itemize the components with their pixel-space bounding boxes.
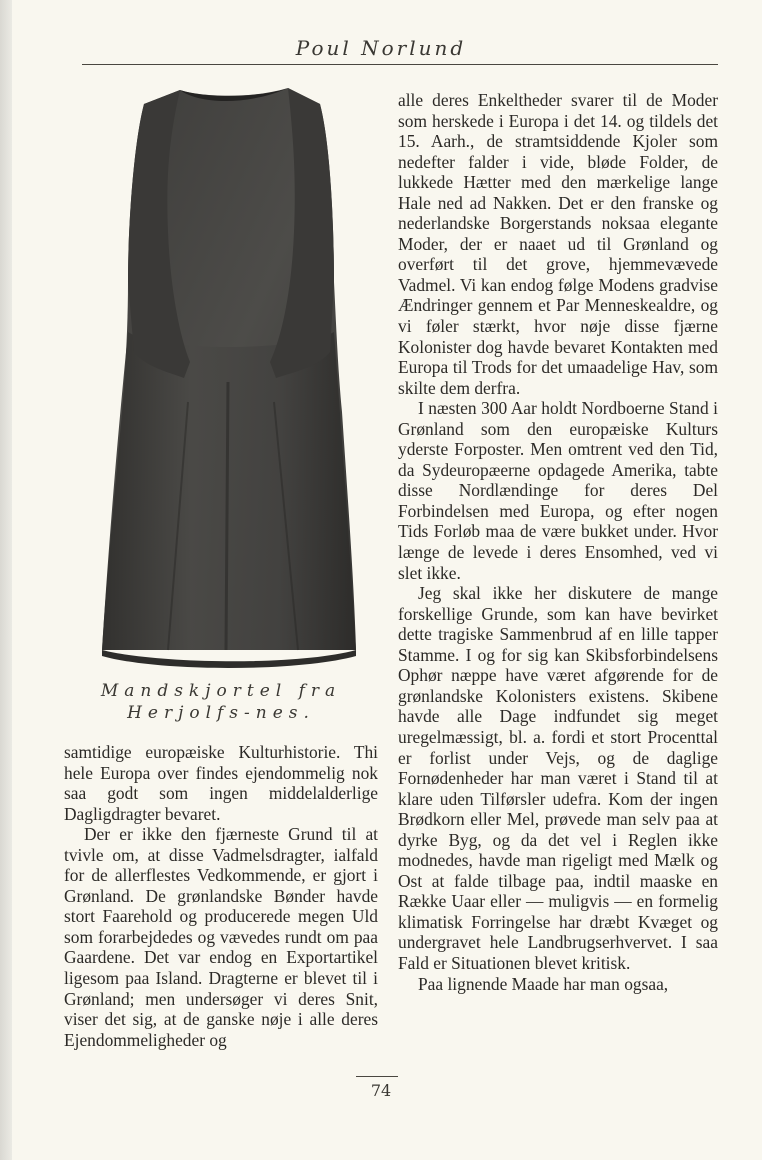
tunic-photo-icon: [98, 82, 362, 672]
paragraph: Paa lignende Maade har man ogsaa,: [418, 973, 669, 994]
footer-rule: [356, 1076, 398, 1077]
left-column: [64, 742, 378, 1050]
right-column: [398, 90, 718, 994]
page-number: 74: [370, 1081, 392, 1100]
running-head: Poul Norlund: [295, 36, 467, 60]
tunic-skirt: [102, 332, 356, 650]
paragraph: samtidige europæiske Kulturhistorie. Thi hele Europa over findes ejendommelig nok saa godt som ingen middelalderlige Dagligdragter bevaret.: [64, 742, 378, 824]
header-rule: [82, 64, 718, 65]
scan-edge: [0, 0, 12, 1160]
paragraph: alle deres Enkeltheder svarer til de Moder som herskede i Europa i det 14. og tildels det 15. Aarh., de stramtsiddende Kjoler som nedefter falder i vide, bløde Folder, de lukkede Hætter med den mærkelige lange Hale ned ad Nakken. Det er den franske og nederlandske Borgerstands noksaa elegante Moder, der er naaet ud til Grønland og overført til det grove, hjemmevævede Vadmel. Vi kan endog følge Modens gradvise Ændringer gennem et Par Menneskealdre, og vi føler stærkt, hvor nøje disse fjærne Kolonister dog havde bevaret Kontakten med Europa til Trods for det umaadelige Hav, som skilte dem derfra.: [398, 90, 718, 398]
figure-caption: Mandskjortel fra Herjolfs-nes.: [100, 681, 342, 723]
paragraph: Jeg skal ikke her diskutere de mange forskellige Grunde, som kan have bevirket dette tragiske Sammenbrud af en lille tapper Stamme. I og for sig kan Skibsforbindelsens Ophør næppe have været afgørende for de grønlandske Kolonisters existens. Skibene havde alle Dage indfundet sig meget uregelmæssigt, bl. a. fordi et stort Procenttal er forlist under Vejs, og de daglige Fornødenheder har man været i Stand til at klare uden Tilførsler udefra. Kom der ingen Brødkorn eller Mel, prøvede man selv paa at dyrke Byg, og da det vel i Reglen ikke modnedes, havde man rigeligt med Mælk og Ost at falde tilbage paa, indtil maaske en Række Uaar eller — muligvis — en formelig klimatisk Forringelse har dræbt Kvæget og undergravet hele Landbrugserhvervet. I saa Fald er Situationen blevet kritisk.: [398, 583, 718, 973]
paragraph: I næsten 300 Aar holdt Nordboerne Stand i Grønland som den europæiske Kulturs yderste Forposter. Men omtrent ved den Tid, da Sydeuropæerne opdagede Amerika, tabte disse Nordlændinge for deres Del Forbindelsen med Europa, og efter nogen Tids Forløb maa de være bukket under. Hvor længe de levede i deres Ensomhed, ved vi slet ikke.: [398, 398, 718, 583]
figure-photo: [98, 82, 362, 672]
paragraph: Der er ikke den fjærneste Grund til at tvivle om, at disse Vadmelsdragter, ialfald for de allerflestes Vedkommende, er gjort i Grønland. De grønlandske Bønder havde stort Faarehold og producerede megen Uld som forarbejdedes og vævedes rundt om paa Gaardene. Det var endog en Exportartikel ligesom paa Island. Dragterne er blevet til i Grønland; men undersøger vi deres Snit, viser det sig, at de ganske nøje i alle deres Ejendommeligheder og: [64, 824, 378, 1050]
